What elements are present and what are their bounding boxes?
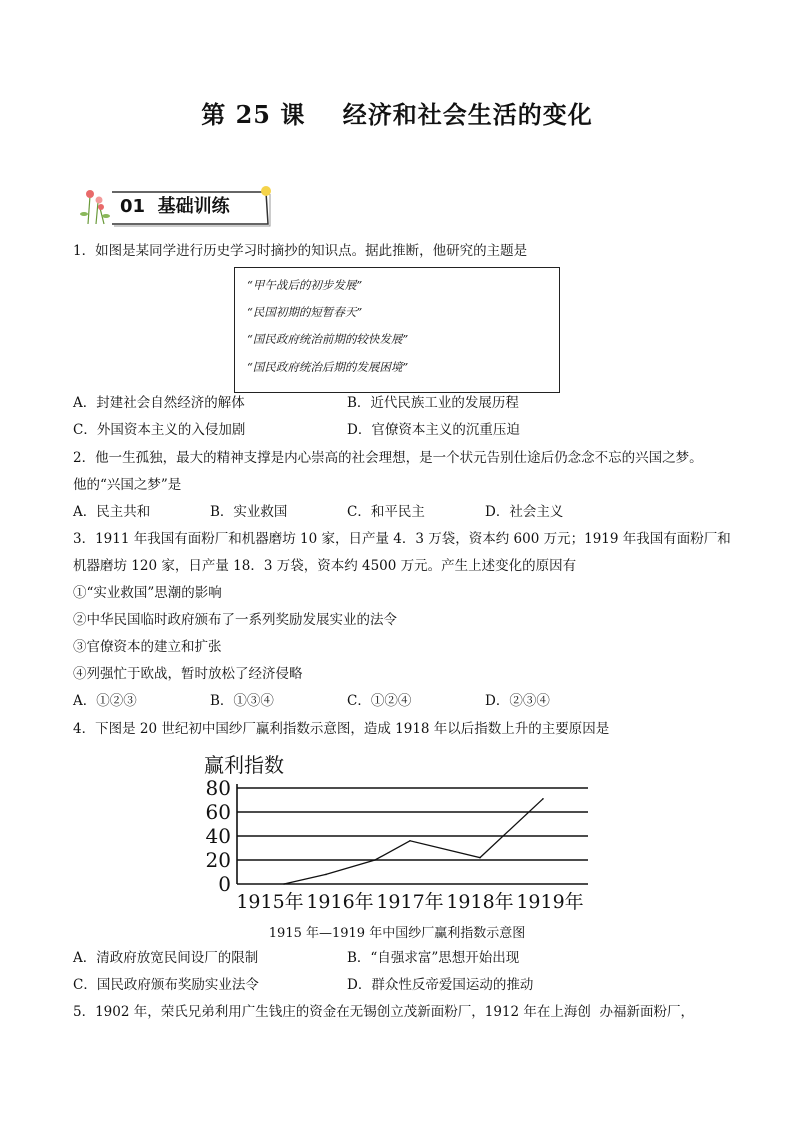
y-tick-label: 80 xyxy=(205,776,231,800)
q2-option-a: A．民主共和 xyxy=(73,504,151,520)
q1-option-d: D．官僚资本主义的沉重压迫 xyxy=(347,422,520,438)
q2-stem: 2．他一生孤独，最大的精神支撑是内心崇高的社会理想，是一个状元告别仕途后仍念念不忘的兴国之梦。 xyxy=(73,450,703,466)
q1-quote-box xyxy=(234,267,560,393)
x-tick-label: 1918年 xyxy=(446,891,514,913)
x-tick-label: 1915年 xyxy=(236,891,304,913)
q3-option-d: D．②③④ xyxy=(485,693,550,709)
q2-option-b: B．实业救国 xyxy=(210,504,288,520)
data-point xyxy=(409,840,411,842)
q3-item: ③官僚资本的建立和扩张 xyxy=(73,639,222,655)
q3-option-c: C．①②④ xyxy=(347,693,412,709)
quote-line: “国民政府统治后期的发展困境” xyxy=(247,360,409,374)
data-point xyxy=(479,857,481,859)
q3-item: ②中华民国临时政府颁布了一系列奖励发展实业的法令 xyxy=(73,612,397,628)
quote-line: “民国初期的短暂春天” xyxy=(247,305,363,319)
q5-stem: 5．1902 年，荣氏兄弟利用广生钱庄的资金在无锡创立茂新面粉厂，1912 年在上海创 办福新面粉厂， xyxy=(73,1004,694,1020)
x-tick-label: 1919年 xyxy=(516,891,584,913)
q4-stem: 4．下图是 20 世纪初中国纱厂赢利指数示意图，造成 1918 年以后指数上升的主要原因是 xyxy=(73,721,610,737)
q2-stem-cont: 他的“兴国之梦”是 xyxy=(73,477,182,493)
data-point xyxy=(374,859,376,861)
profit-index-chart xyxy=(200,748,600,920)
chart-caption: 1915 年—1919 年中国纱厂赢利指数示意图 xyxy=(268,926,526,941)
quote-line: “甲午战后的初步发展” xyxy=(247,278,363,292)
q3-item: ④列强忙于欧战，暂时放松了经济侵略 xyxy=(73,666,303,682)
y-tick-label: 60 xyxy=(205,800,231,824)
x-tick-label: 1916年 xyxy=(306,891,374,913)
data-point xyxy=(542,798,544,800)
section-header xyxy=(76,184,276,228)
q4-option-d: D．群众性反帝爱国运动的推动 xyxy=(347,977,534,993)
q3-item: ①“实业救国”思潮的影响 xyxy=(73,585,222,601)
q1-option-c: C．外国资本主义的入侵加剧 xyxy=(73,422,246,438)
q2-option-d: D．社会主义 xyxy=(485,504,564,520)
y-tick-label: 40 xyxy=(205,824,231,848)
y-tick-label: 20 xyxy=(205,848,231,872)
q1-option-a: A．封建社会自然经济的解体 xyxy=(73,395,245,411)
quote-line: “国民政府统治前期的较快发展” xyxy=(247,332,409,346)
section-title: 01 基础训练 xyxy=(120,196,230,217)
q1-stem: 1．如图是某同学进行历史学习时摘抄的知识点。据此推断，他研究的主题是 xyxy=(73,243,528,259)
q4-option-b: B．“自强求富”思想开始出现 xyxy=(347,950,520,966)
data-point xyxy=(283,883,285,885)
q4-option-a: A．清政府放宽民间设厂的限制 xyxy=(73,950,259,966)
data-point xyxy=(325,874,327,876)
page-title: 第 25 课 经济和社会生活的变化 xyxy=(201,100,593,129)
q2-option-c: C．和平民主 xyxy=(347,504,425,520)
chart-svg xyxy=(200,748,600,920)
q3-option-b: B．①③④ xyxy=(210,693,274,709)
q4-option-c: C．国民政府颁布奖励实业法令 xyxy=(73,977,259,993)
x-tick-label: 1917年 xyxy=(376,891,444,913)
q1-option-b: B．近代民族工业的发展历程 xyxy=(347,395,519,411)
q3-stem: 3．1911 年我国有面粉厂和机器磨坊 10 家，日产量 4．3 万袋，资本约 600 万元；1919 年我国有面粉厂和 xyxy=(73,531,731,547)
y-axis-label: 赢利指数 xyxy=(204,753,284,777)
q3-stem-cont: 机器磨坊 120 家，日产量 18．3 万袋，资本约 4500 万元。产生上述变化的原因有 xyxy=(73,558,577,574)
y-tick-label: 0 xyxy=(218,872,231,896)
q3-option-a: A．①②③ xyxy=(73,693,137,709)
